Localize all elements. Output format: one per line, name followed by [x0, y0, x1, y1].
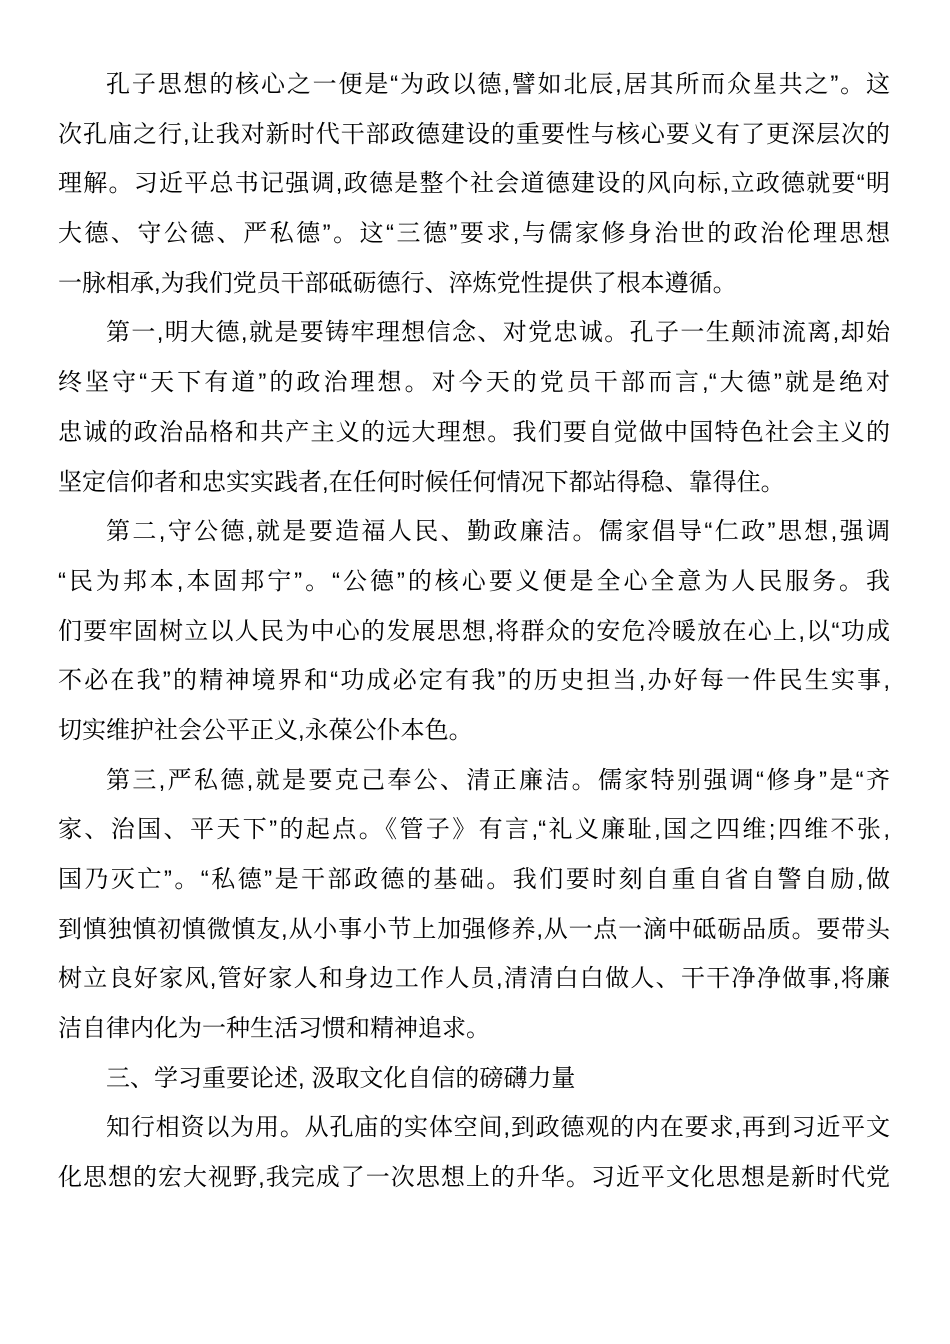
text-line: 树立良好家风,管好家人和身边工作人员,清清白白做人、干干净净做事,将廉: [58, 965, 890, 993]
text-line: 化思想的宏大视野,我完成了一次思想上的升华。习近平文化思想是新时代党: [58, 1164, 890, 1192]
paragraph: [58, 308, 890, 507]
text-line: 三、学习重要论述, 汲取文化自信的磅礴力量: [106, 1064, 576, 1092]
text-line: 不必在我”的精神境界和“功成必定有我”的历史担当,办好每一件民生实事,: [58, 667, 890, 695]
text-line: 到慎独慎初慎微慎友,从小事小节上加强修养,从一点一滴中砥砺品质。要带头: [58, 915, 890, 943]
text-line: 第三,严私德,就是要克己奉公、清正廉洁。儒家特别强调“修身”是“齐: [106, 766, 890, 794]
text-line: “民为邦本,本固邦宁”。“公德”的核心要义便是全心全意为人民服务。我: [58, 567, 890, 595]
text-line: 家、治国、平天下”的起点。《管子》有言,“礼义廉耻,国之四维;四维不张,: [58, 816, 890, 844]
text-line: 们要牢固树立以人民为中心的发展思想,将群众的安危冷暖放在心上,以“功成: [58, 617, 890, 645]
paragraph: [58, 507, 890, 755]
text-line: 理解。习近平总书记强调,政德是整个社会道德建设的风向标,立政德就要“明: [58, 170, 890, 198]
text-line: 终坚守“天下有道”的政治理想。对今天的党员干部而言,“大德”就是绝对: [58, 369, 890, 397]
text-line: 坚定信仰者和忠实实践者,在任何时候任何情况下都站得稳、靠得住。: [58, 468, 785, 496]
text-line: 切实维护社会公平正义,永葆公仆本色。: [58, 716, 473, 744]
text-line: 大德、守公德、严私德”。这“三德”要求,与儒家修身治世的政治伦理思想: [58, 220, 890, 248]
paragraph: [58, 1103, 890, 1202]
text-line: 次孔庙之行,让我对新时代干部政德建设的重要性与核心要义有了更深层次的: [58, 120, 890, 148]
text-line: 一脉相承,为我们党员干部砥砺德行、淬炼党性提供了根本遵循。: [58, 269, 737, 297]
text-line: 忠诚的政治品格和共产主义的远大理想。我们要自觉做中国特色社会主义的: [58, 418, 890, 446]
document-text: [58, 60, 890, 1203]
section-heading: [58, 1054, 890, 1104]
paragraph: [58, 60, 890, 308]
text-line: 第一,明大德,就是要铸牢理想信念、对党忠诚。孔子一生颠沛流离,却始: [106, 319, 890, 347]
text-line: 孔子思想的核心之一便是“为政以德,譬如北辰,居其所而众星共之”。这: [106, 71, 890, 98]
text-line: 知行相资以为用。从孔庙的实体空间,到政德观的内在要求,再到习近平文: [106, 1114, 890, 1142]
text-line: 国乃灭亡”。“私德”是干部政德的基础。我们要时刻自重自省自警自励,做: [58, 866, 890, 893]
text-line: 第二,守公德,就是要造福人民、勤政廉洁。儒家倡导“仁政”思想,强调: [106, 518, 890, 546]
paragraph: [58, 756, 890, 1054]
text-line: 洁自律内化为一种生活习惯和精神追求。: [58, 1015, 490, 1043]
